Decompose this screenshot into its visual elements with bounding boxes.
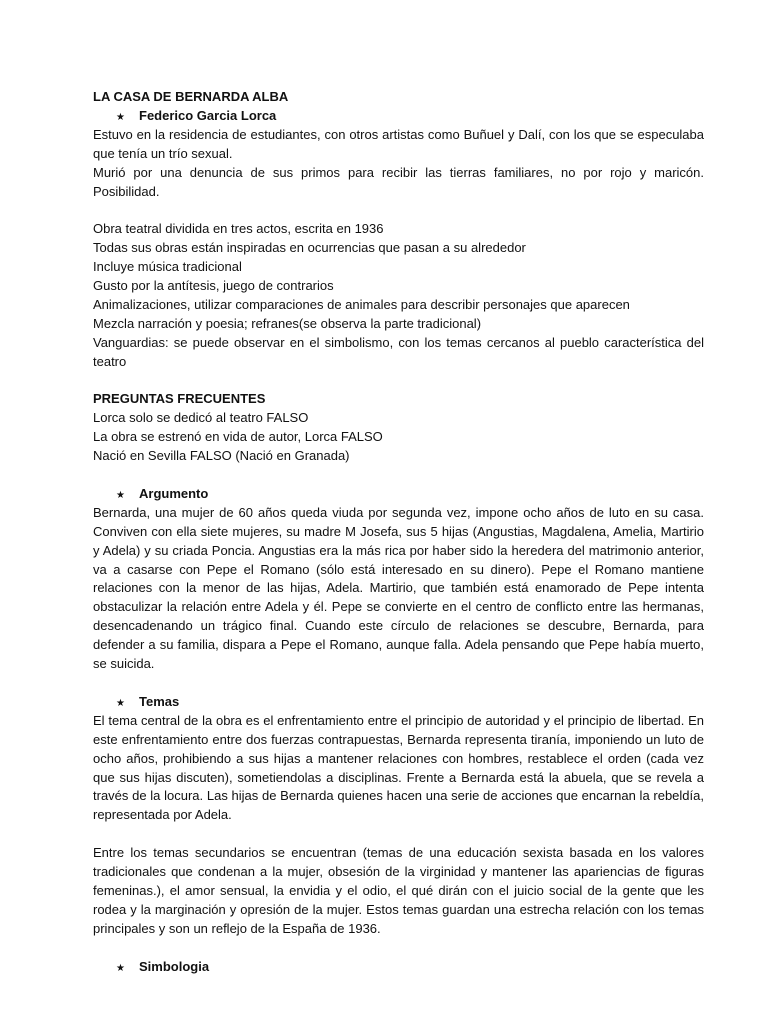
- blank-line: [93, 939, 704, 958]
- work-line: Todas sus obras están inspiradas en ocurrencias que pasan a su alrededor: [93, 240, 526, 256]
- simbologia-heading: Simbologia: [139, 958, 210, 974]
- star-bullet-icon: ★: [116, 489, 125, 501]
- star-bullet-icon: ★: [116, 697, 125, 709]
- blank-line: [93, 201, 704, 220]
- star-bullet-icon: ★: [116, 962, 125, 974]
- blank-line: [93, 825, 704, 844]
- faq-heading: PREGUNTAS FRECUENTES: [93, 391, 266, 407]
- argumento-paragraph: Bernarda, una mujer de 60 años queda viuda por segunda vez, impone ocho años de luto en su casa. Conviven con ella siete mujeres, su madre M Josefa, sus 5 hijas (Angustias, Magdalena, Amelia, Martirio y Adela) y su criada Poncia. Angustias era la más rica por haber sido la heredera del matrimonio anterior, va a casarse con Pepe el Romano (sólo está interesado en su dinero). Pepe el Romano mantiene relaciones con la menor de las hijas, Adela. Martirio, que también está enamorado de Pepe intenta obstaculizar la relación entre Adela y él. Pepe se convierte en el centro de conflicto entre las hermanas, desencadenando un trágico final. Cuando este círculo de relaciones se descubre, Bernarda, para defender a su familia, dispara a Pepe el Romano, aunque falla. Adela pensando que Pepe había muerto, se suicida.: [93, 504, 704, 672]
- temas-heading-bullet: [93, 693, 704, 712]
- blank-line: [93, 674, 704, 693]
- author-paragraph: Estuvo en la residencia de estudiantes, con otros artistas como Buñuel y Dalí, con los que se especulaba que tenía un trío sexual.: [93, 126, 704, 161]
- work-line: Incluye música tradicional: [93, 259, 242, 275]
- work-line: Gusto por la antítesis, juego de contrarios: [93, 278, 334, 294]
- work-line: Obra teatral dividida en tres actos, escrita en 1936: [93, 221, 384, 237]
- temas-secondary-paragraph: Entre los temas secundarios se encuentran (temas de una educación sexista basada en los valores tradicionales que condenan a la mujer, obsesión de la virginidad y mantener las apariencias de figuras femeninas.), el amor sensual, la envidia y el odio, el qué dirán con el juicio social de la gente que les rodea y la marginación y opresión de la mujer. Estos temas guardan una estrecha relación con los temas principales y son un reflejo de la España de 1936.: [93, 845, 704, 936]
- author-heading: Federico Garcia Lorca: [139, 107, 277, 123]
- argumento-heading-bullet: [93, 485, 704, 504]
- temas-heading: Temas: [139, 693, 180, 709]
- document-page: [93, 88, 704, 976]
- work-line: Mezcla narración y poesia; refranes(se observa la parte tradicional): [93, 315, 482, 331]
- author-heading-bullet: [93, 107, 704, 126]
- simbologia-heading-bullet: [93, 958, 704, 977]
- document-title: LA CASA DE BERNARDA ALBA: [93, 89, 289, 104]
- faq-line: Nació en Sevilla FALSO (Nació en Granada): [93, 448, 350, 464]
- star-bullet-icon: ★: [116, 111, 125, 123]
- blank-line: [93, 372, 704, 391]
- blank-line: [93, 466, 704, 485]
- work-line: Vanguardias: se puede observar en el simbolismo, con los temas cercanos al pueblo característica del teatro: [93, 334, 704, 369]
- faq-line: La obra se estrenó en vida de autor, Lorca FALSO: [93, 429, 383, 445]
- faq-line: Lorca solo se dedicó al teatro FALSO: [93, 410, 309, 426]
- argumento-heading: Argumento: [139, 485, 209, 501]
- work-line: Animalizaciones, utilizar comparaciones de animales para describir personajes que aparecen: [93, 296, 630, 312]
- temas-paragraph: El tema central de la obra es el enfrentamiento entre el principio de autoridad y el principio de libertad. En este enfrentamiento entre dos fuerzas contrapuestas, Bernarda representa tiranía, imponiendo un luto de ocho años, prohibiendo a sus hijas a mantener relaciones con hombres, restablece el orden (cada vez que sus hijas discuten), sometiendolas a disciplinas. Frente a Bernarda está la abuela, que se revela a través de la locura. Las hijas de Bernarda quienes hacen una serie de acciones que encarnan la rebeldía, representada por Adela.: [93, 712, 704, 823]
- author-paragraph: Murió por una denuncia de sus primos para recibir las tierras familiares, no por rojo y maricón. Posibilidad.: [93, 164, 704, 199]
